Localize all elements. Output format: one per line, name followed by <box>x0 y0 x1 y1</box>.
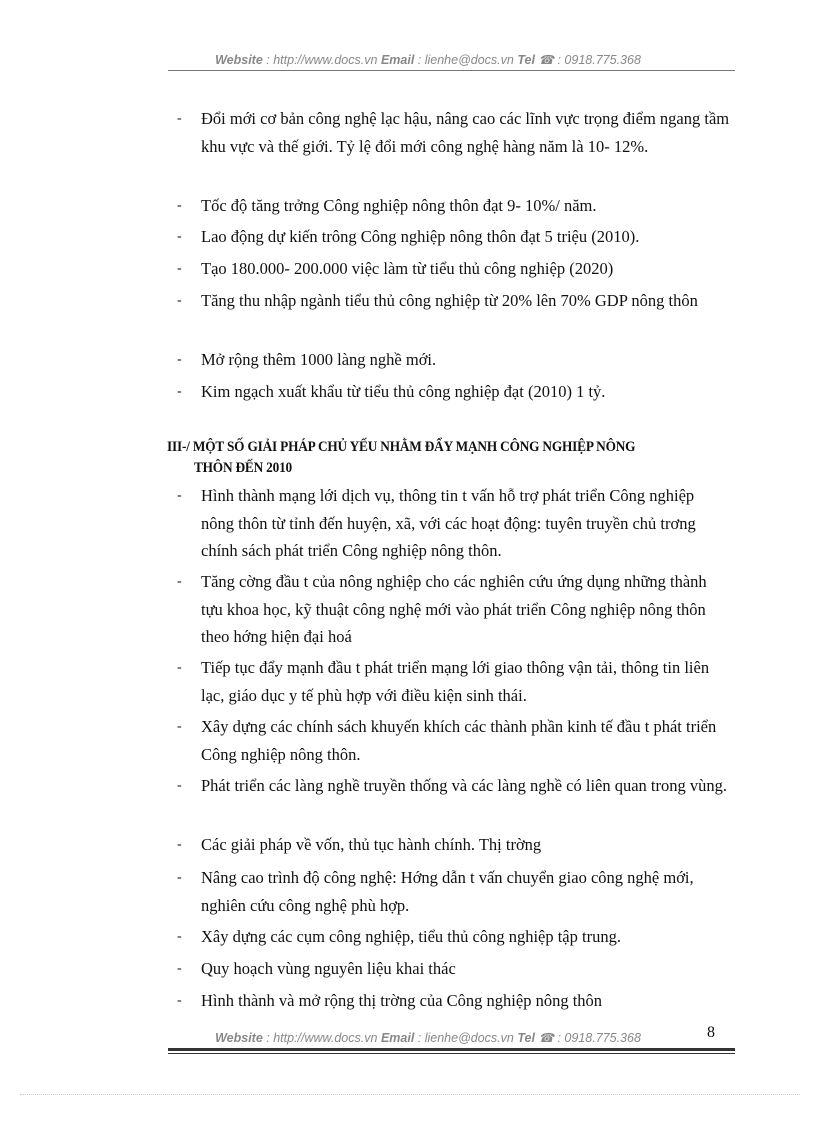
list-item: Tạo 180.000- 200.000 việc làm từ tiểu thủ công nghiệp (2020) <box>201 259 614 278</box>
bullet-marker: - <box>177 574 182 589</box>
list-item: Xây dựng các cụm công nghiệp, tiểu thủ công nghiệp tập trung. <box>201 927 621 946</box>
list-item: Hình thành mạng lới dịch vụ, thông tin t vấn hỗ trợ phát triển Công nghiệp nông thôn từ tỉnh đến huyện, xã, với các hoạt động: tuyên truyền chủ trơng chính sách phát triển Công nghiệp nông thôn. <box>201 486 696 560</box>
bullet-marker: - <box>177 961 182 976</box>
bullet-marker: - <box>177 229 182 244</box>
bullet-marker: - <box>177 352 182 367</box>
section-heading-line2: THÔN ĐẾN 2010 <box>193 460 293 476</box>
email-value: : lienhe@docs.vn <box>417 53 514 67</box>
email-label: Email <box>380 53 415 67</box>
list-item: Tăng thu nhập ngành tiểu thủ công nghiệp từ 20% lên 70% GDP nông thôn <box>201 291 698 310</box>
list-item: Xây dựng các chính sách khuyến khích các thành phần kinh tế đầu t phát triển Công nghiệp nông thôn. <box>201 717 717 764</box>
page-edge-divider <box>20 1094 800 1095</box>
website-label: Website <box>215 53 263 67</box>
bullet-marker: - <box>177 198 182 213</box>
list-item: Kim ngạch xuất khẩu từ tiểu thủ công nghiệp đạt (2010) 1 tỷ. <box>201 382 606 401</box>
bullet-marker: - <box>177 929 182 944</box>
email-label: Email <box>380 1031 415 1045</box>
list-item: Mở rộng thêm 1000 làng nghề mới. <box>201 350 437 369</box>
tel-value: ☎ : 0918.775.368 <box>538 53 641 67</box>
bullet-marker: - <box>177 293 182 308</box>
tel-label: Tel <box>517 1031 535 1045</box>
website-value: : http://www.docs.vn <box>266 53 378 67</box>
page-footer <box>0 1030 816 1045</box>
list-item: Tăng cờng đầu t của nông nghiệp cho các nghiên cứu ứng dụng những thành tựu khoa học, kỹ thuật công nghệ mới vào phát triển Công nghiệp nông thôn theo hớng hiện đại hoá <box>201 572 707 646</box>
list-item: Tốc độ tăng trởng Công nghiệp nông thôn đạt 9- 10%/ năm. <box>201 196 597 215</box>
list-item: Các giải pháp về vốn, thủ tục hành chính. Thị trờng <box>201 835 542 854</box>
bullet-marker: - <box>177 384 182 399</box>
section-heading-line1: III-/ MỘT SỐ GIẢI PHÁP CHỦ YẾU NHẰM ĐẨY MẠNH CÔNG NGHIỆP NÔNG <box>167 439 636 455</box>
website-value: : http://www.docs.vn <box>266 1031 378 1045</box>
bullet-marker: - <box>177 837 182 852</box>
footer-divider-thin <box>168 1053 735 1054</box>
email-value: : lienhe@docs.vn <box>417 1031 514 1045</box>
list-item: Tiếp tục đẩy mạnh đầu t phát triển mạng lới giao thông vận tải, thông tin liên lạc, giáo dục y tế phù hợp với điều kiện sinh thái. <box>201 658 710 705</box>
bullet-marker: - <box>177 870 182 885</box>
tel-value: ☎ : 0918.775.368 <box>538 1031 641 1045</box>
bullet-marker: - <box>177 261 182 276</box>
page-number: 8 <box>707 1024 715 1041</box>
list-item: Nâng cao trình độ công nghệ: Hớng dẫn t vấn chuyển giao công nghệ mới, nghiên cứu công nghệ phù hợp. <box>201 868 694 915</box>
section-heading <box>167 437 697 479</box>
bullet-marker: - <box>177 488 182 503</box>
tel-label: Tel <box>517 53 535 67</box>
list-item: Phát triển các làng nghề truyền thống và các làng nghề có liên quan trong vùng. <box>201 776 728 795</box>
list-item: Lao động dự kiến trông Công nghiệp nông thôn đạt 5 triệu (2010). <box>201 227 640 246</box>
footer-divider <box>168 1048 735 1051</box>
bullet-marker: - <box>177 993 182 1008</box>
bullet-marker: - <box>177 719 182 734</box>
list-item: Đổi mới cơ bản công nghệ lạc hậu, nâng cao các lĩnh vực trọng điểm ngang tầm khu vực và thế giới. Tỷ lệ đổi mới công nghệ hàng năm là 10- 12%. <box>201 109 730 156</box>
list-item: Hình thành và mở rộng thị trờng của Công nghiệp nông thôn <box>201 991 603 1010</box>
bullet-marker: - <box>177 111 182 126</box>
header-divider <box>168 70 735 71</box>
page-header <box>0 52 816 67</box>
bullet-marker: - <box>177 778 182 793</box>
website-label: Website <box>215 1031 263 1045</box>
bullet-marker: - <box>177 660 182 675</box>
list-item: Quy hoạch vùng nguyên liệu khai thác <box>201 959 456 978</box>
